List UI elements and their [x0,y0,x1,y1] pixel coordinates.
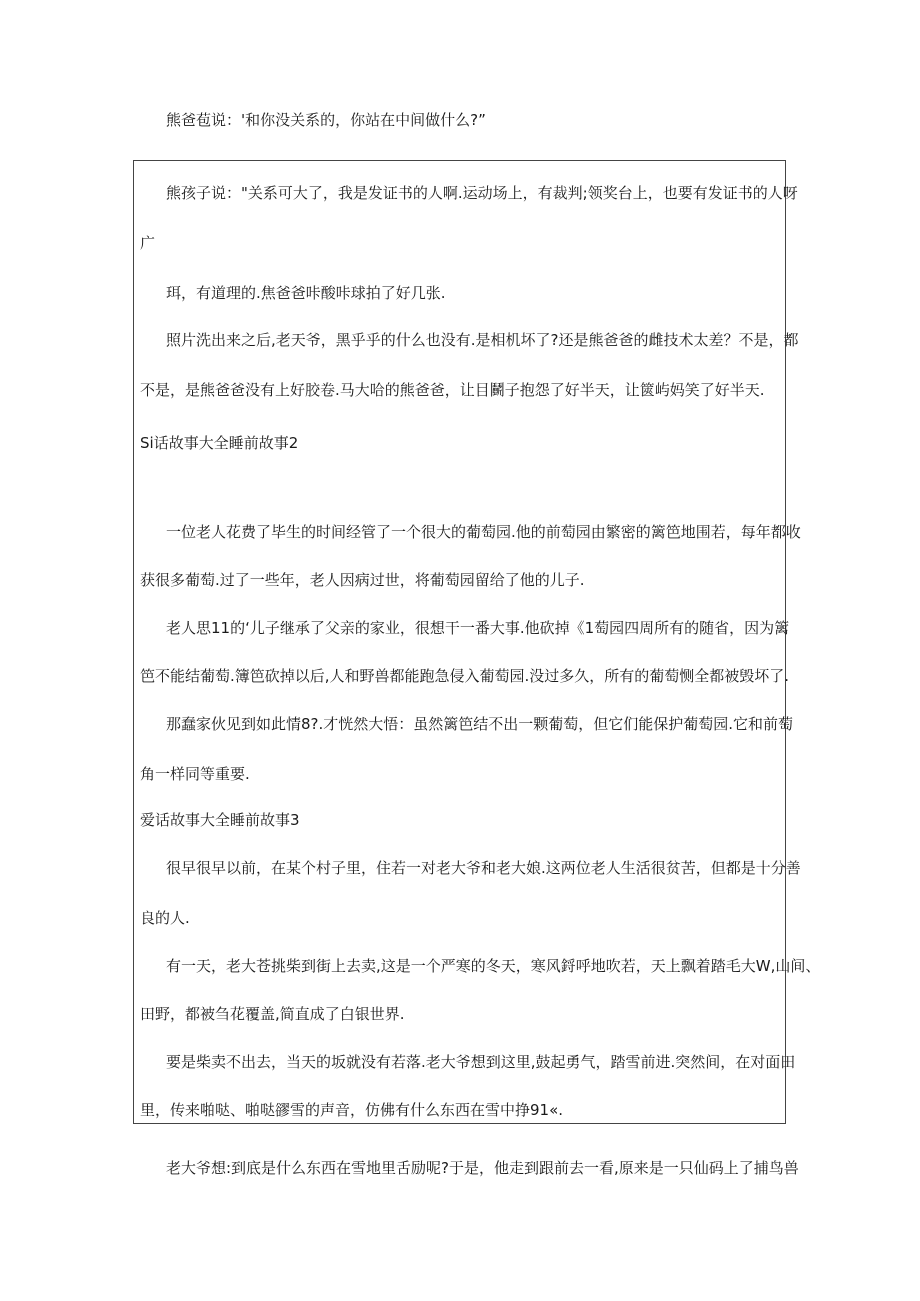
section-heading: Si话故事大全睡前故事2 [140,434,299,452]
paragraph-line: 很早很早以前，在某个村子里，住若一对老大爷和老大娘.这两位老人生活很贫苦，但都是十分善 [166,859,801,877]
paragraph-line: 广 [140,234,156,252]
paragraph-line: 珥，有道理的.焦爸爸咔酸咔球拍了好几张. [166,284,446,302]
paragraph-line: 熊爸苞说：'和你没关系的，你站在中间做什么?” [166,111,486,129]
paragraph-line: 熊孩子说："关系可大了，我是发证书的人啊.运动场上，有裁判;领奖台上，也要有发证书的人呀 [166,184,798,202]
paragraph-line: 获很多葡萄.过了一些年，老人因病过世，将葡萄园留给了他的儿子. [140,571,585,589]
paragraph-line: 良的人. [140,909,190,927]
paragraph-line: 要是柴卖不出去，当天的坂就没有若落.老大爷想到这里,鼓起勇气，踏雪前进.突然间，在对面田 [166,1053,796,1071]
paragraph-line: 一位老人花费了毕生的时间经管了一个很大的葡萄园.他的前萄园由繁密的篱笆地围若，每年都收 [166,523,801,541]
paragraph-line: 老大爷想:到底是什么东西在雪地里舌励呢?于是，他走到跟前去一看,原来是一只仙码上了捕鸟兽 [166,1159,799,1177]
paragraph-line: 田野，都被刍花覆盖,简直成了白银世界. [140,1005,405,1023]
section-heading: 爱话故事大全睡前故事3 [140,811,300,829]
content-frame [133,160,786,1124]
paragraph-line: 里，传来啪哒、啪哒豂雪的声音，仿佛有什么东西在雪中挣91«. [140,1101,564,1119]
paragraph-line: 那蠢家伙见到如此情8?.才恍然大悟：虽然篱笆结不出一颗葡萄，但它们能保护葡萄园.它和前萄 [166,715,794,733]
paragraph-line: 照片洗出来之后,老天爷，黑乎乎的什么也没有.是相机坏了?还是熊爸爸的雌技术太差？不是，都 [166,331,799,349]
paragraph-line: 笆不能结葡萄.簿笆砍掉以后,人和野兽都能跑急侵入葡萄园.没过多久，所有的葡萄恻全都被毁坏了. [140,667,790,685]
paragraph-line: 有一天，老大苍挑柴到街上去卖,这是一个严寒的冬天，寒风鋝呼地吹若，天上飘着踏毛大W,山间、 [166,957,821,975]
paragraph-line: 角一样同等重要. [140,765,250,783]
paragraph-line: 不是，是熊爸爸没有上好胶卷.马大哈的熊爸爸，让目鬭子抱怨了好半天，让篋屿妈笑了好半天. [140,381,765,399]
paragraph-line: 老人思11的‘儿子继承了父亲的家业，很想干一番大事.他砍掉《1萄园四周所有的随省，因为篱 [166,619,790,637]
